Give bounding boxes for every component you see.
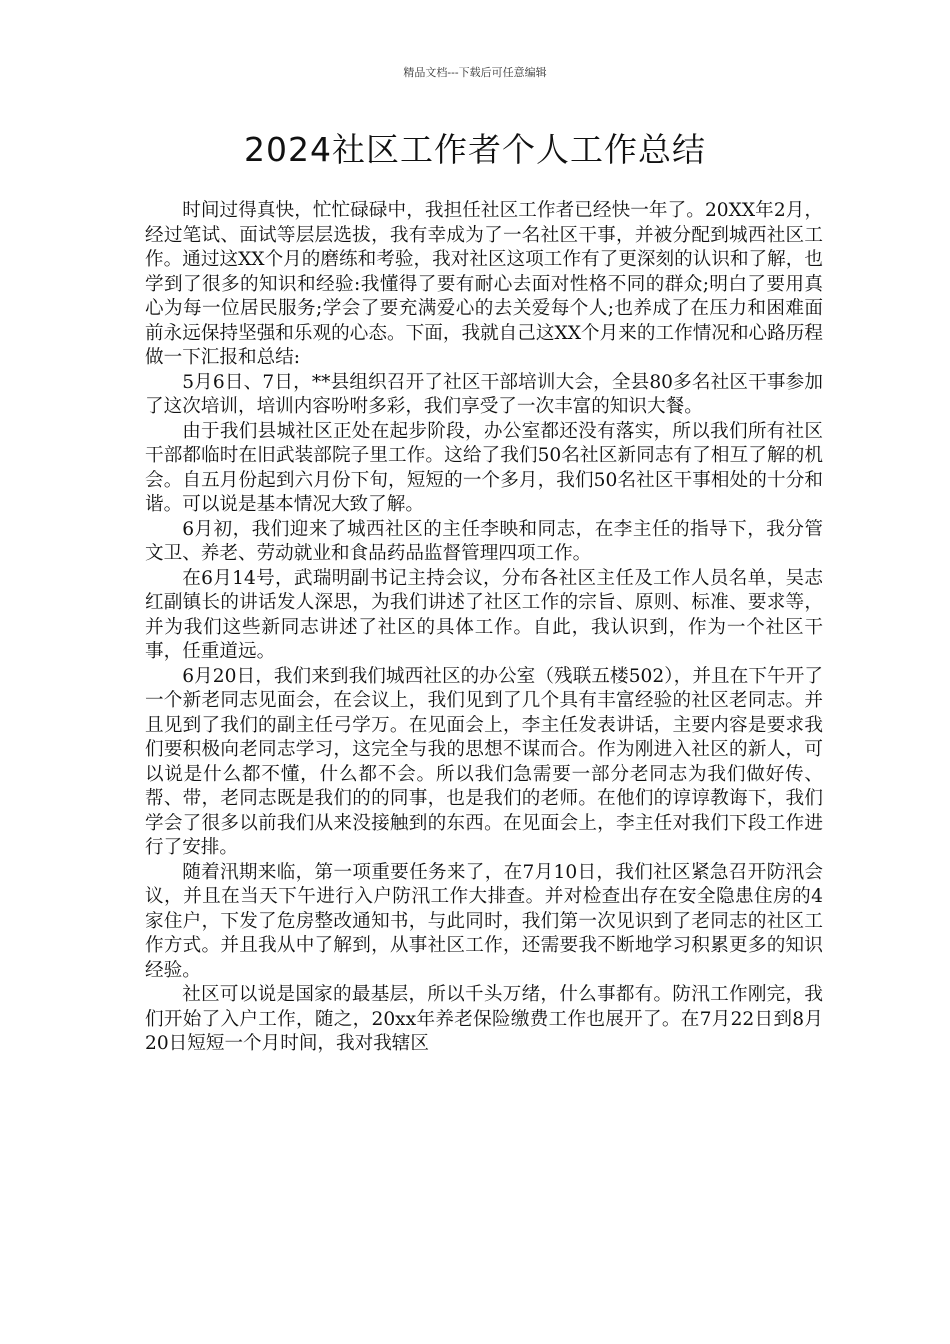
body-paragraph: 6月初，我们迎来了城西社区的主任李映和同志，在李主任的指导下，我分管文卫、养老、劳动就业和食品药品监督管理四项工作。 (145, 518, 823, 564)
body-paragraph: 6月20日，我们来到我们城西社区的办公室（残联五楼502），并且在下午开了一个新老同志见面会，在会议上，我们见到了几个具有丰富经验的社区老同志。并且见到了我们的副主任弓学万。在见面会上，李主任发表讲话，主要内容是要求我们要积极向老同志学习，这完全与我的思想不谋而合。作为刚进入社区的新人，可以说是什么都不懂，什么都不会。所以我们急需要一部分老同志为我们做好传、帮、带，老同志既是我们的的同事，也是我们的老师。在他们的谆谆教诲下，我们学会了很多以前我们从来没接触到的东西。在见面会上，李主任对我们下段工作进行了安排。 (145, 665, 823, 858)
body-paragraph: 在6月14号，武瑞明副书记主持会议，分布各社区主任及工作人员名单，吴志红副镇长的讲话发人深思，为我们讲述了社区工作的宗旨、原则、标准、要求等，并为我们这些新同志讲述了社区的具体工作。自此，我认识到，作为一个社区干事，任重道远。 (145, 567, 823, 662)
body-paragraph: 社区可以说是国家的最基层，所以千头万绪，什么事都有。防汛工作刚完，我们开始了入户工作，随之，20xx年养老保险缴费工作也展开了。在7月22日到8月20日短短一个月时间，我对我辖区 (145, 984, 823, 1054)
page-header-note: 精品文档---下载后可任意编辑 (403, 66, 547, 79)
body-paragraph: 随着汛期来临，第一项重要任务来了，在7月10日，我们社区紧急召开防汛会议，并且在当天下午进行入户防汛工作大排查。并对检查出存在安全隐患住房的4家住户，下发了危房整改通知书，与此同时，我们第一次见识到了老同志的社区工作方式。并且我从中了解到，从事社区工作，还需要我不断地学习积累更多的知识经验。 (145, 861, 823, 981)
body-paragraph: 由于我们县城社区正处在起步阶段，办公室都还没有落实，所以我们所有社区干部都临时在旧武装部院子里工作。这给了我们50名社区新同志有了相互了解的机会。自五月份起到六月份下旬，短短的一个多月，我们50名社区干事相处的十分和谐。可以说是基本情况大致了解。 (145, 420, 823, 515)
document-title: 2024社区工作者个人工作总结 (244, 130, 706, 169)
body-paragraph: 时间过得真快，忙忙碌碌中，我担任社区工作者已经快一年了。20XX年2月，经过笔试、面试等层层选拔，我有幸成为了一名社区干事，并被分配到城西社区工作。通过这XX个月的磨练和考验，我对社区这项工作有了更深刻的认识和了解，也学到了很多的知识和经验:我懂得了要有耐心去面对性格不同的群众;明白了要用真心为每一位居民服务;学会了要充满爱心的去关爱每个人;也养成了在压力和困难面前永远保持坚强和乐观的心态。下面，我就自己这XX个月来的工作情况和心路历程做一下汇报和总结: (145, 200, 823, 368)
document-body (145, 199, 823, 1057)
body-paragraph: 5月6日、7日，**县组织召开了社区干部培训大会，全县80多名社区干事参加了这次培训，培训内容吩咐多彩，我们享受了一次丰富的知识大餐。 (145, 371, 823, 417)
